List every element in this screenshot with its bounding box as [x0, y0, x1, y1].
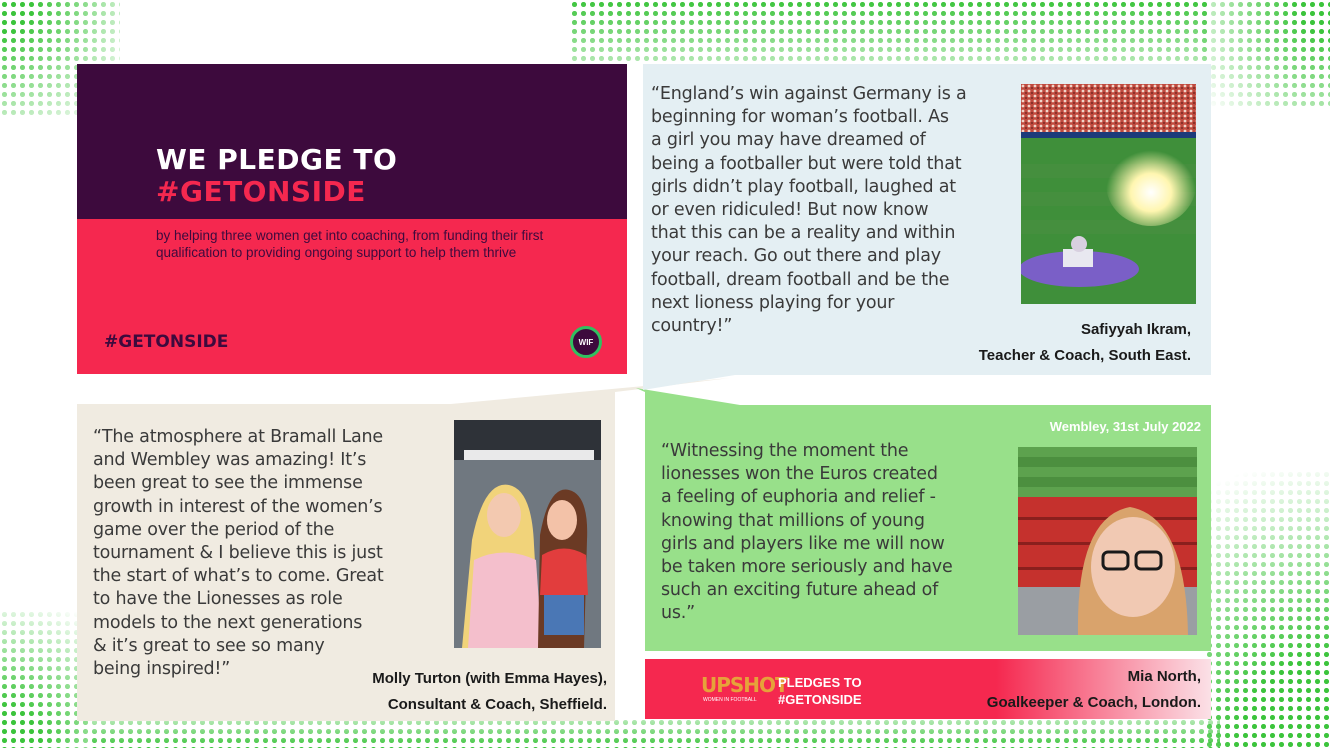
- testimonial-role: Consultant & Coach, Sheffield.: [387, 696, 607, 713]
- stadium-selfie-photo: [1018, 447, 1197, 635]
- wif-badge-logo: [570, 326, 602, 358]
- testimonial-name: Molly Turton (with Emma Hayes),: [372, 670, 607, 687]
- fans-selfie-photo: [454, 420, 601, 648]
- testimonial-role: Goalkeeper & Coach, London.: [986, 694, 1201, 711]
- upshot-pledge-line: PLEDGES TO: [778, 675, 862, 690]
- pledge-hashtag-heading: #GETONSIDE: [156, 175, 366, 208]
- testimonial-name: Mia North,: [1127, 668, 1201, 685]
- pledge-hashtag: #GETONSIDE: [104, 332, 229, 352]
- halftone-dots-bottom: [90, 718, 1220, 748]
- upshot-logo-text: UPSHOT: [701, 673, 788, 697]
- date-label: Wembley, 31st July 2022: [1049, 419, 1201, 434]
- testimonial-card-mia: [645, 405, 1211, 651]
- halftone-dots-top: [570, 0, 1210, 62]
- pledge-card: [77, 64, 627, 374]
- badge-label: WIF: [578, 337, 594, 347]
- upshot-hashtag-line: #GETONSIDE: [778, 692, 862, 707]
- upshot-pledge-banner: [645, 659, 1211, 719]
- testimonial-attribution-mia: [987, 664, 1201, 716]
- testimonial-card-molly: [77, 404, 615, 721]
- testimonial-name: Safiyyah Ikram,: [1080, 321, 1191, 338]
- upshot-logo: [701, 673, 788, 705]
- testimonial-attribution: [372, 666, 607, 718]
- testimonial-quote: “England’s win against Germany is a beginning for woman’s football. As a girl you may have dreamed of being a footballer but were told that girls didn’t play football, laughed at or even ridiculed! But now know that this can be a reality and within your reach. Go out there and play football, dream football and be the next lioness playing for your country!”: [651, 84, 967, 337]
- upshot-logo-subtext: WOMEN IN FOOTBALL: [703, 697, 757, 703]
- pledge-subtext: by helping three women get into coaching, from funding their first qualification to providing ongoing support to help them thrive: [156, 228, 544, 260]
- testimonial-quote: “The atmosphere at Bramall Lane and Wembley was amazing! It’s been great to see the immense growth in interest of the women’s game over the period of the tournament & I believe this is just the start of what’s to come. Great to have the Lionesses as role models to the next generations & it’s great to see so many being inspired!”: [93, 427, 384, 680]
- halftone-dots-bottom-right: [1205, 470, 1330, 748]
- testimonial-attribution: [979, 317, 1191, 369]
- stadium-fireworks-photo: [1021, 84, 1196, 304]
- halftone-dots-top-right: [1200, 0, 1330, 110]
- testimonial-role: Teacher & Coach, South East.: [978, 347, 1191, 364]
- testimonial-card-safiyyah: [643, 64, 1211, 375]
- testimonial-quote: “Witnessing the moment the lionesses won the Euros created a feeling of euphoria and relief - knowing that millions of young girls and players like me will now be taken more seriously and have such an exciting future ahead of us.”: [661, 441, 953, 624]
- pledge-heading: WE PLEDGE TO: [156, 143, 398, 176]
